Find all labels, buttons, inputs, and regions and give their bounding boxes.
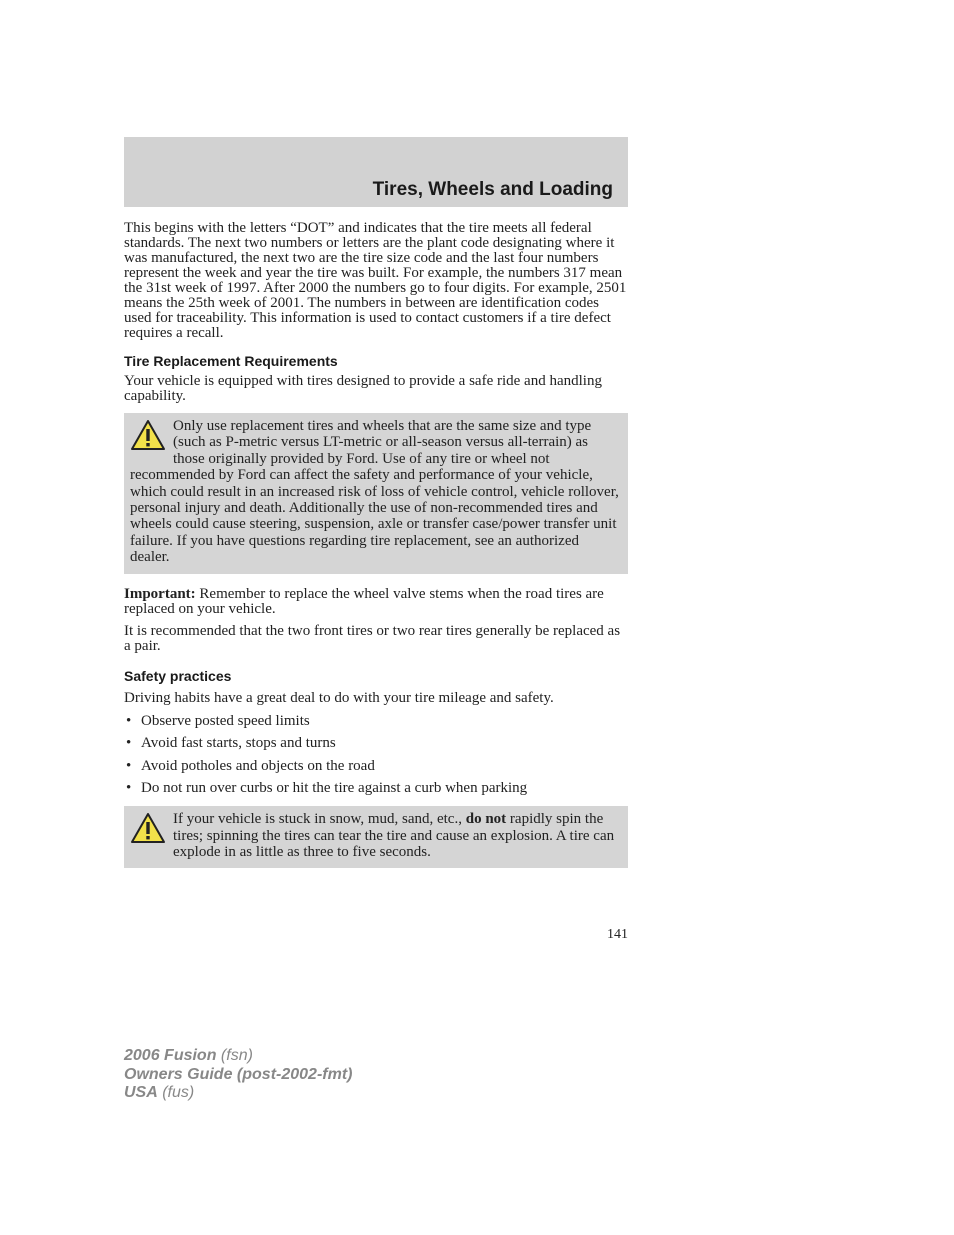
warning-triangle-icon xyxy=(130,419,166,451)
warning-box-stuck xyxy=(124,806,628,868)
footer-line-model: 2006 Fusion (fsn) xyxy=(124,1047,253,1064)
footer-line-market: USA (fus) xyxy=(124,1084,195,1101)
section-title: Tires, Wheels and Loading xyxy=(372,179,613,200)
dot-paragraph: This begins with the letters “DOT” and indicates that the tire meets all federal standards. The next two numbers or letters are the plant code designating where it was manufactured, the next two are the tire size code and the last four numbers represent the week and year the tire was built. For example, the numbers 317 mean the 31st week of 1997. After 2000 the numbers go to four digits. For example, 2501 means the 25th week of 2001. The numbers in between are identification codes used for traceability. This information is used to contact customers if a tire defect requires a recall. xyxy=(124,220,627,341)
important-label: Important: xyxy=(124,585,196,602)
section-header-band xyxy=(124,137,628,207)
important-paragraph xyxy=(124,587,628,617)
safety-list xyxy=(124,714,628,797)
page-content xyxy=(124,221,628,868)
important-text: Remember to replace the wheel valve stems when the road tires are replaced on your vehicle. xyxy=(124,585,604,617)
list-item: • Avoid potholes and objects on the road xyxy=(126,757,375,774)
warning-text-stuck: If your vehicle is stuck in snow, mud, sand, etc., do not rapidly spin the tires; spinning the tires can tear the tire and cause an explosion. A tire can explode in as little as three to five seconds. xyxy=(173,811,615,860)
pair-paragraph: It is recommended that the two front tires or two rear tires generally be replaced as a pair. xyxy=(124,622,621,654)
document-footer xyxy=(124,1047,352,1103)
list-item: • Do not run over curbs or hit the tire against a curb when parking xyxy=(126,780,528,797)
bullet-dot: • xyxy=(126,712,132,729)
warning-box-replacement xyxy=(124,413,628,574)
bullet-dot: • xyxy=(126,780,132,797)
list-item: • Observe posted speed limits xyxy=(126,712,310,729)
heading-tire-replacement: Tire Replacement Requirements xyxy=(124,353,338,369)
bullet-dot: • xyxy=(126,757,132,774)
safety-paragraph: Driving habits have a great deal to do with your tire mileage and safety. xyxy=(124,689,554,706)
footer-line-guide: Owners Guide (post-2002-fmt) xyxy=(124,1065,353,1083)
replacement-paragraph: Your vehicle is equipped with tires designed to provide a safe ride and handling capability. xyxy=(124,373,602,404)
list-item: • Avoid fast starts, stops and turns xyxy=(126,735,336,752)
bullet-dot: • xyxy=(126,735,132,752)
warning-triangle-icon xyxy=(130,812,166,844)
warning-text-replacement: Only use replacement tires and wheels that are the same size and type (such as P-metric versus LT-metric or all-season versus all-terrain) as those originally provided by Ford. Use of any tire or wheel not recommended by Ford can affect the safety and performance of your vehicle, which could result in an increased risk of loss of vehicle control, vehicle rollover, personal injury and death. Additionally the use of non-recommended tires and wheels could cause steering, suspension, axle or transfer case/power transfer unit failure. If you have questions regarding tire replacement, see an authorized dealer. xyxy=(130,418,619,566)
heading-safety-practices: Safety practices xyxy=(124,667,232,684)
page-number: 141 xyxy=(607,927,628,942)
